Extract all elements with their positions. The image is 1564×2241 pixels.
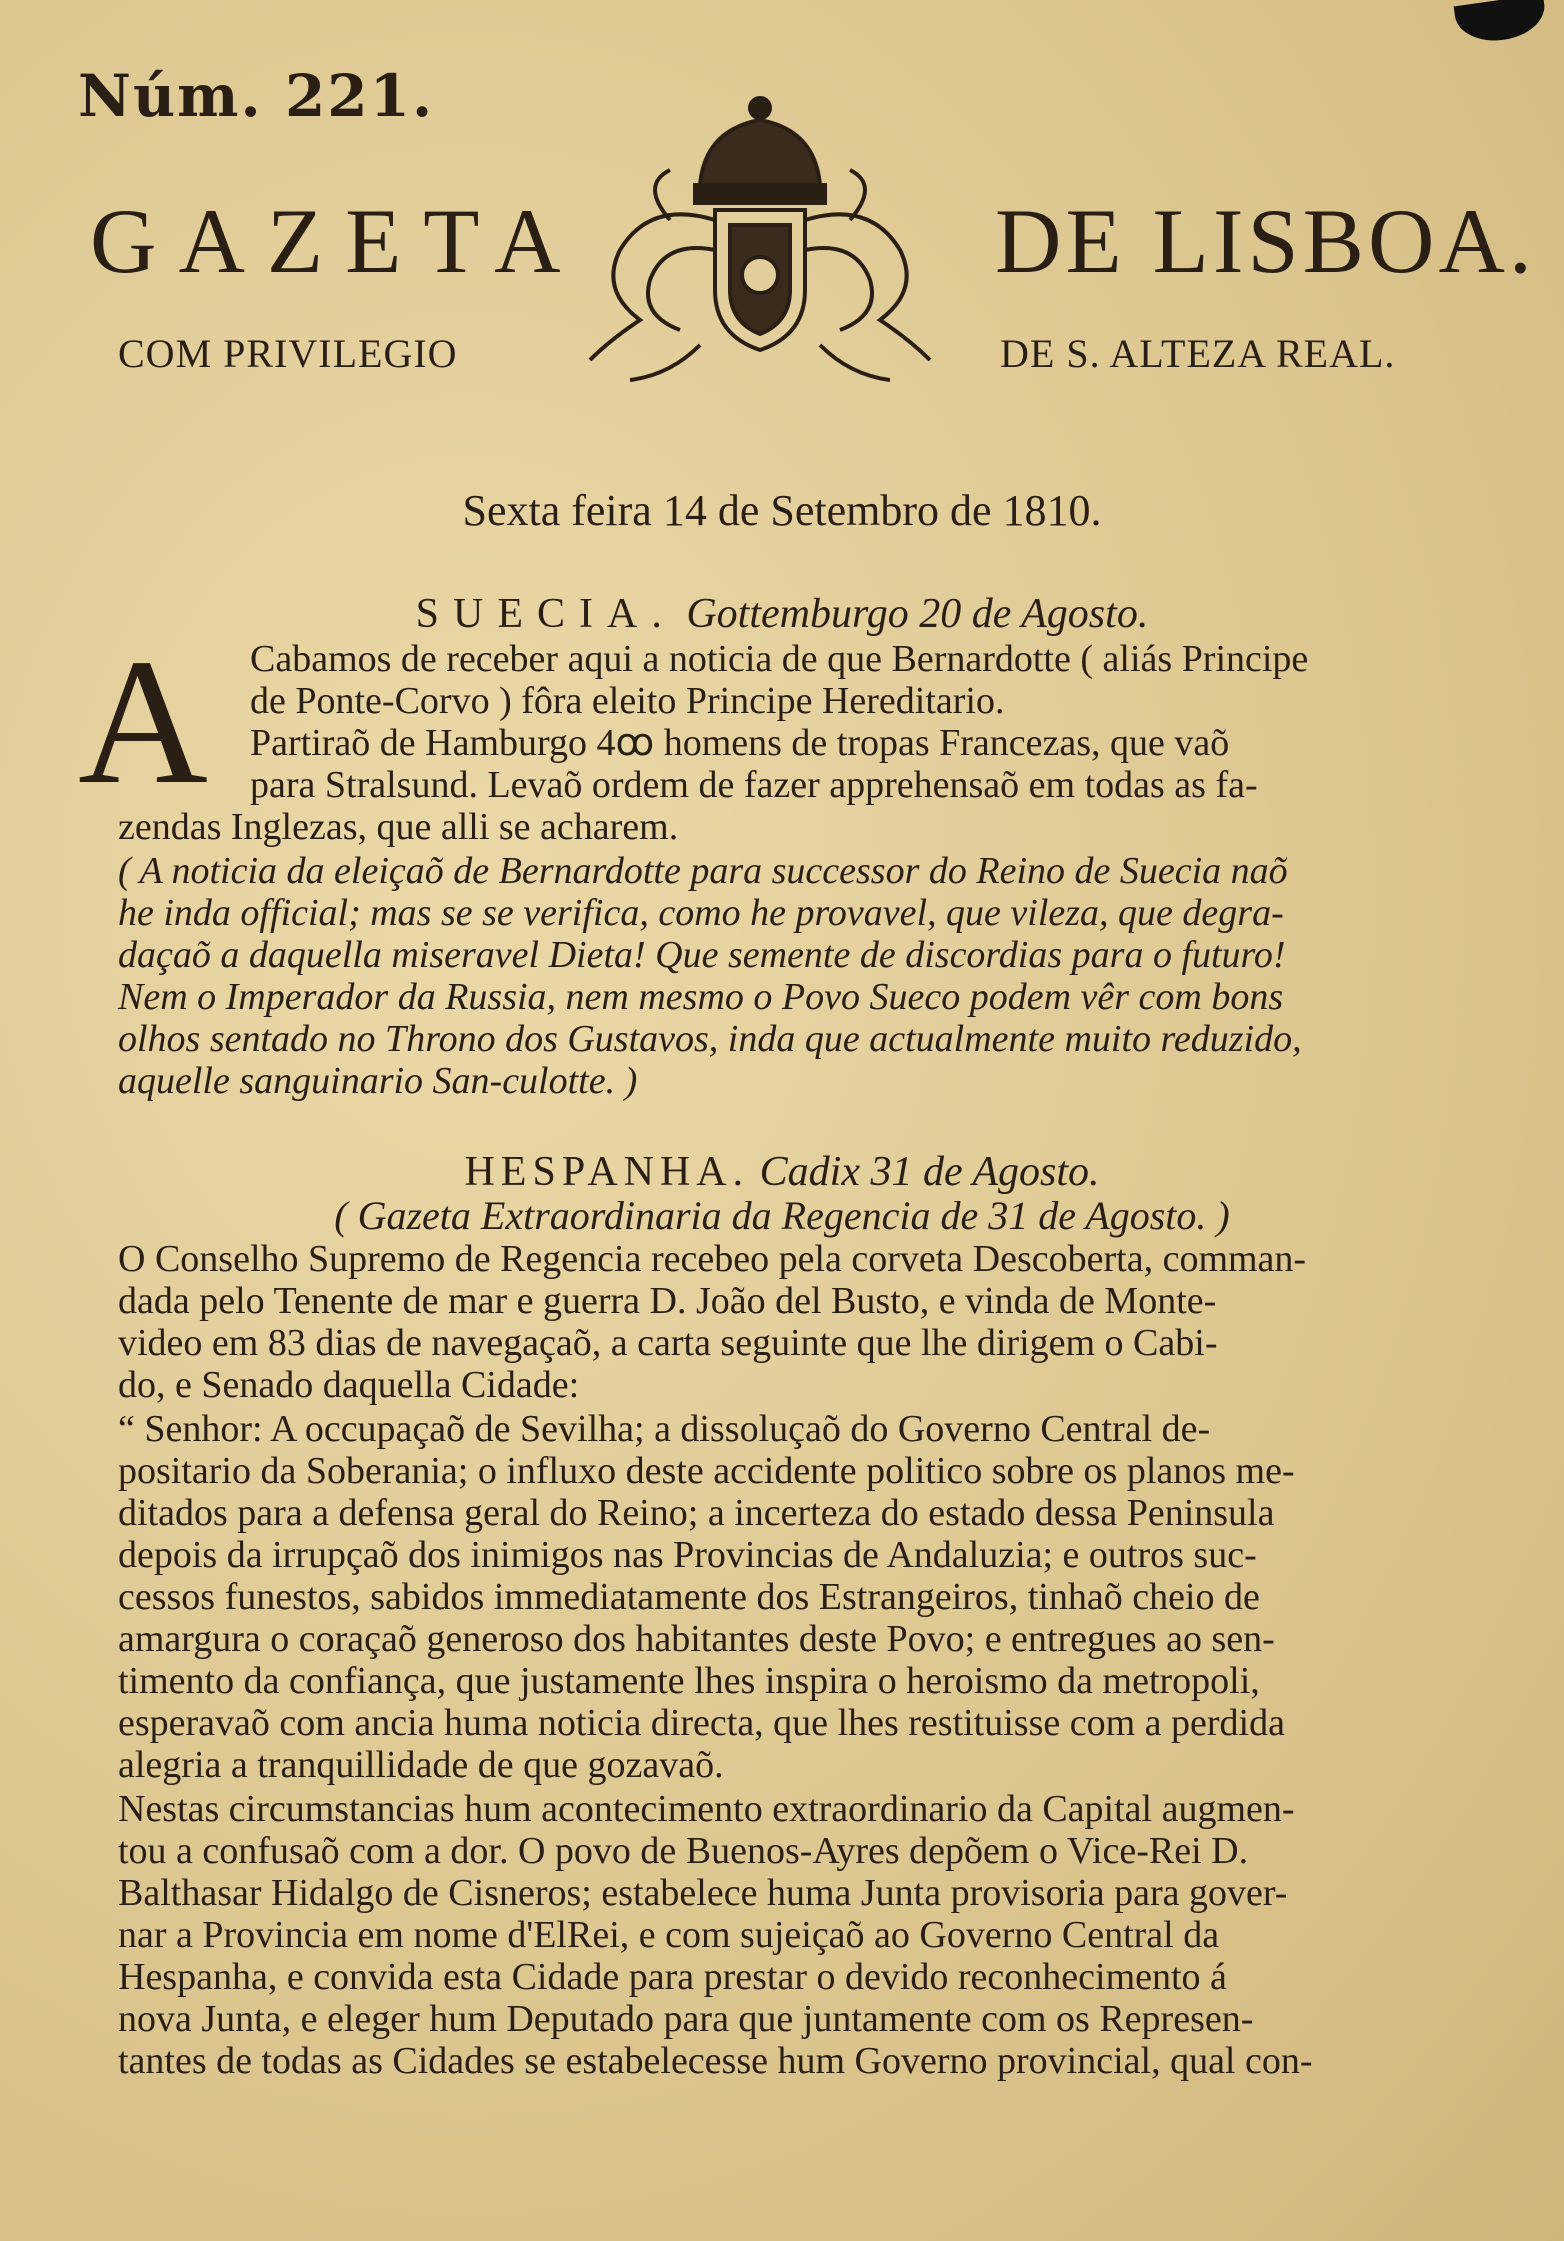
text-line: amargura o coraçaõ generoso dos habitantes deste Povo; e entregues ao sen-: [118, 1618, 1275, 1660]
text-line: timento da confiança, que justamente lhes inspira o heroismo da metropoli,: [118, 1660, 1260, 1702]
commentary-line: aquelle sanguinario San-culotte. ): [118, 1060, 638, 1102]
text-line: O Conselho Supremo de Regencia recebeo pela corveta Descoberta, comman-: [118, 1238, 1307, 1280]
section-heading-hespanha: [0, 1148, 1564, 1196]
text-line: alegria a tranquillidade de que gozavaõ.: [118, 1744, 724, 1786]
royal-crest-icon: [570, 90, 950, 390]
ink-blot: [1454, 0, 1549, 46]
text-line: “ Senhor: A occupaçaõ de Sevilha; a dissoluçaõ do Governo Central de-: [118, 1408, 1211, 1450]
privilege-right: DE S. ALTEZA REAL.: [1000, 331, 1396, 376]
text-line: esperavaõ com ancia huma noticia directa, que lhes restituisse com a perdida: [118, 1702, 1285, 1744]
text-line: dada pelo Tenente de mar e guerra D. João del Busto, e vinda de Monte-: [118, 1280, 1217, 1322]
text-line: video em 83 dias de navegaçaõ, a carta seguinte que lhe dirigem o Cabi-: [118, 1322, 1218, 1364]
text-line: tantes de todas as Cidades se estabelecesse hum Governo provincial, qual con-: [118, 2040, 1313, 2082]
text-line: depois da irrupçaõ dos inimigos nas Provincias de Andaluzia; e outros suc-: [118, 1534, 1257, 1576]
text-line: Hespanha, e convida esta Cidade para prestar o devido reconhecimento á: [118, 1956, 1227, 1998]
text-line: nar a Provincia em nome d'ElRei, e com sujeiçaõ ao Governo Central da: [118, 1914, 1220, 1956]
text-line: Nestas circumstancias hum acontecimento extraordinario da Capital augmen-: [118, 1788, 1295, 1830]
text-line: do, e Senado daquella Cidade:: [118, 1364, 580, 1406]
text-line: para Stralsund. Levaõ ordem de fazer apprehensaõ em todas as fa-: [250, 764, 1258, 806]
issue-date: Sexta feira 14 de Setembro de 1810.: [462, 486, 1102, 535]
text-line: Partiraõ de Hamburgo 4ꝏ homens de tropas Francezas, que vaõ: [250, 722, 1230, 764]
privilege-left: COM PRIVILEGIO: [118, 331, 458, 376]
text-line: ditados para a defensa geral do Reino; a incerteza do estado dessa Peninsula: [118, 1492, 1275, 1534]
text-line: nova Junta, e eleger hum Deputado para que juntamente com os Represen-: [118, 1998, 1254, 2040]
commentary-line: olhos sentado no Throno dos Gustavos, inda que actualmente muito reduzido,: [118, 1018, 1302, 1060]
section-heading-suecia: [0, 590, 1564, 638]
text-line: de Ponte-Corvo ) fôra eleito Principe Hereditario.: [250, 680, 1005, 722]
text-line: tou a confusaõ com a dor. O povo de Buenos-Ayres depõem o Vice-Rei D.: [118, 1830, 1249, 1872]
title-left: GAZETA: [90, 190, 583, 292]
title-right: DE LISBOA.: [995, 190, 1536, 292]
commentary-line: ( A noticia da eleiçaõ de Bernardotte para successor do Reino de Suecia naõ: [118, 850, 1288, 892]
text-line: cessos funestos, sabidos immediatamente dos Estrangeiros, tinhaõ cheio de: [118, 1576, 1260, 1618]
commentary-line: daçaõ a daquella miseravel Dieta! Que semente de discordias para o futuro!: [118, 934, 1286, 976]
text-line: zendas Inglezas, que alli se acharem.: [118, 806, 679, 848]
commentary-line: he inda official; mas se se verifica, como he provavel, que vileza, que degra-: [118, 892, 1284, 934]
text-line: Cabamos de receber aqui a noticia de que Bernardotte ( aliás Principe: [250, 638, 1309, 680]
issue-number: Núm. 221.: [78, 62, 435, 130]
text-line: Balthasar Hidalgo de Cisneros; estabelece huma Junta provisoria para gover-: [118, 1872, 1288, 1914]
commentary-line: Nem o Imperador da Russia, nem mesmo o Povo Sueco podem vêr com bons: [118, 976, 1284, 1018]
text-line: positario da Soberania; o influxo deste accidente politico sobre os planos me-: [118, 1450, 1295, 1492]
dateline: Gottemburgo 20 de Agosto.: [686, 591, 1149, 637]
drop-cap: A: [78, 622, 208, 821]
country-name: HESPANHA.: [464, 1149, 750, 1195]
country-name: SUECIA.: [415, 591, 676, 637]
source-note: ( Gazeta Extraordinaria da Regencia de 31 de Agosto. ): [334, 1193, 1230, 1238]
dateline: Cadix 31 de Agosto.: [759, 1149, 1100, 1195]
